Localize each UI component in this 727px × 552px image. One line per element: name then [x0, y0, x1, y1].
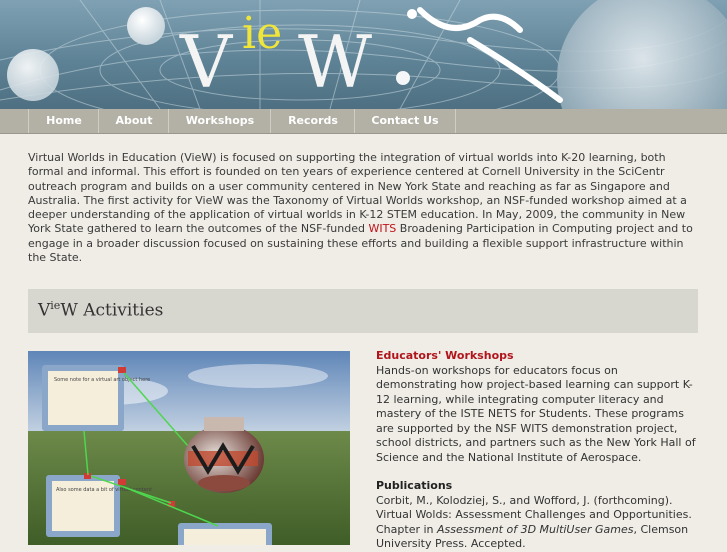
- publication-text-1: Corbit, M., Kolodziej, S., and Wofford, J. (forthcoming). Virtual Wolds: Assessment Challenges and Opportunities. Chapter in: [376, 493, 692, 536]
- panel-2: [46, 475, 120, 537]
- activities-title-v: V: [38, 300, 51, 321]
- publications-body: [376, 494, 701, 552]
- publication-text-2: , Clemson University Press. Accepted.: [376, 522, 689, 550]
- nav-records[interactable]: Records: [270, 109, 355, 133]
- nav-workshops[interactable]: Workshops: [168, 109, 271, 133]
- intro-text-2: Broadening Participation in Computing project and to engage in a broader discussion focused on sustaining these efforts and building a flexible support infrastructure within the State.: [28, 222, 693, 265]
- activities-sidebar: [376, 349, 701, 552]
- panel-1: [42, 365, 124, 431]
- logo-letters-ie: ie: [242, 8, 283, 59]
- publications-heading: Publications: [376, 479, 453, 492]
- panel-1-text: Some note for a virtual art object here: [54, 377, 151, 383]
- wits-link[interactable]: WITS: [368, 222, 397, 236]
- virtual-world-photo: [28, 351, 350, 545]
- activities-title-ie: ie: [50, 299, 61, 312]
- intro-paragraph: [28, 151, 700, 265]
- workshops-body: Hands-on workshops for educators focus on demonstrating how project-based learning can support K-12 learning, while integrating computer literacy and mastery of the ISTE NETS for Students. These programs are supported by the NSF WITS demonstration project, school districts, and partners such as the New York Hall of Science and the National Institute of Aerospace.: [376, 363, 696, 464]
- nav-home[interactable]: Home: [28, 109, 99, 133]
- intro-text-1: Virtual Worlds in Education (VieW) is focused on supporting the integration of virtual worlds into K-20 learning, both formal and informal. This effort is founded on ten years of experience centered at Cornell University in the SciCentr outreach program and builds on a user community centered in New York State and reaching as far as Singapore and Australia. The first activity for VieW was the Taxonomy of Virtual Worlds workshop, an NSF-funded workshop aimed at a deeper understanding of the application of virtual worlds in K-12 STEM education. In May, 2009, the community in New York State gathered to learn the outcomes of the NSF-funded: [28, 151, 687, 236]
- nav-contact-us[interactable]: Contact Us: [354, 109, 456, 133]
- logo-letter-w: W: [298, 20, 373, 104]
- main-nav: [0, 109, 727, 134]
- activities-header: [28, 289, 698, 333]
- virtual-world-scene: [28, 351, 350, 545]
- logo-letter-v: V: [180, 20, 232, 104]
- publication-title: Assessment of 3D MultiUser Games: [437, 522, 634, 536]
- panel-2-text: Also some data a bit of virtual content: [56, 487, 153, 493]
- activities-title-rest: W Activities: [60, 300, 164, 321]
- workshops-heading[interactable]: Educators' Workshops: [376, 349, 514, 362]
- header-banner: [0, 0, 727, 109]
- nav-about[interactable]: About: [98, 109, 169, 133]
- activities-title: [38, 299, 163, 321]
